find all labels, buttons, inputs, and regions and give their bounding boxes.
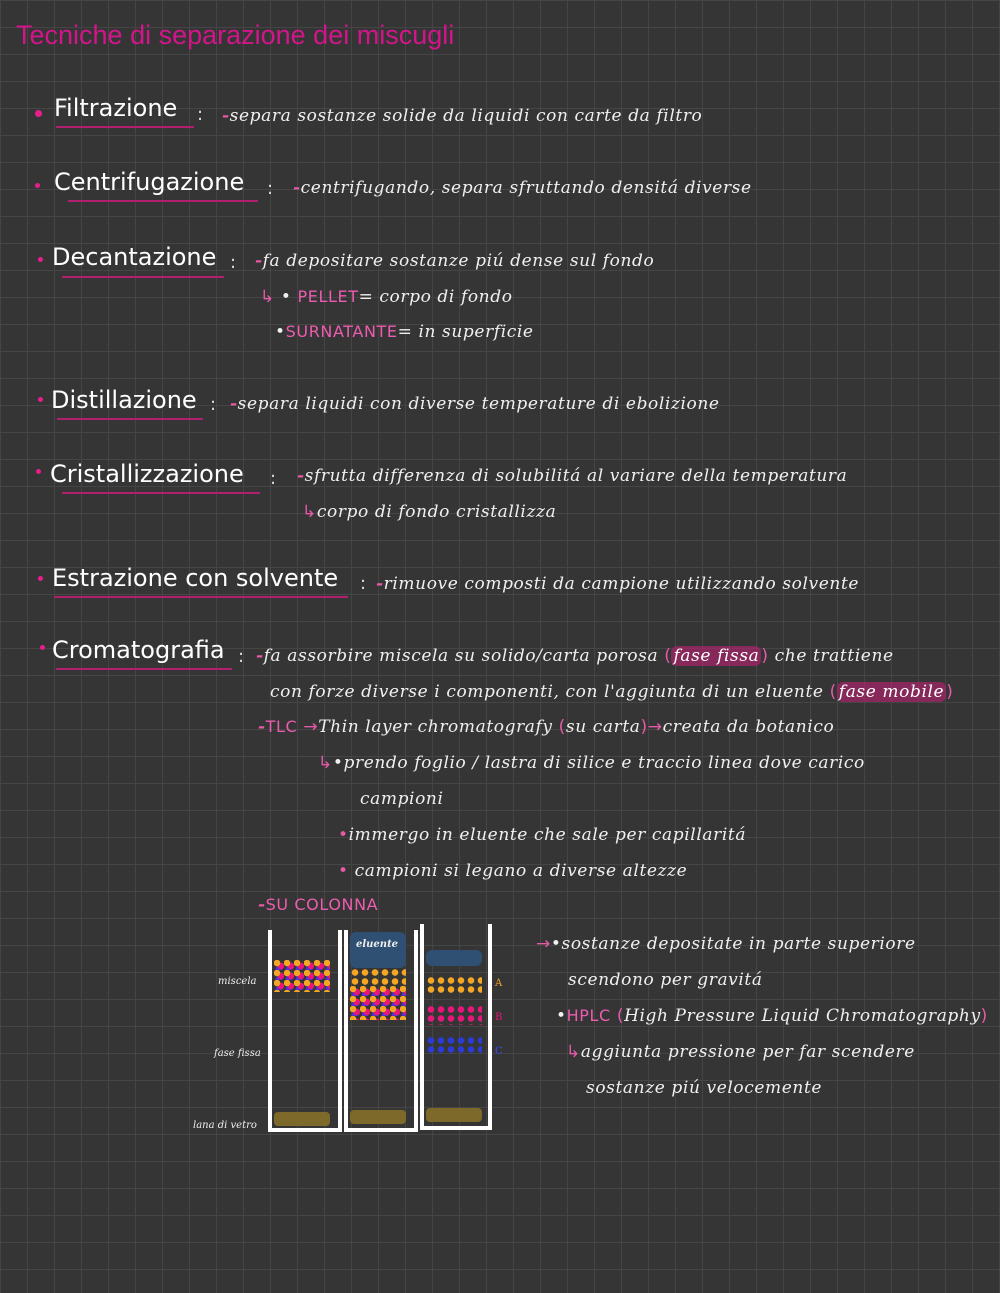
underline: [56, 126, 194, 128]
heading-filtrazione: Filtrazione: [54, 94, 178, 122]
bullet-icon: [38, 257, 43, 262]
label-b: B: [495, 1012, 503, 1023]
heading-estrazione: Estrazione con solvente: [52, 564, 339, 592]
colon: :: [210, 394, 217, 415]
bullet-icon: [35, 183, 40, 188]
eluent-layer: [350, 932, 406, 968]
tlc-step2: •immergo in eluente che sale per capillaritá: [338, 825, 747, 845]
band-c: [426, 1036, 482, 1054]
heading-cromatografia: Cromatografia: [52, 636, 225, 664]
text-distillazione: -separa liquidi con diverse temperature di ebolizione: [230, 394, 720, 414]
heading-decantazione: Decantazione: [52, 243, 217, 271]
heading-centrifugazione: Centrifugazione: [54, 168, 245, 196]
heading-distillazione: Distillazione: [51, 386, 197, 414]
mixture-layer: [274, 960, 330, 992]
tlc-step1b: campioni: [360, 789, 444, 809]
band-a: [426, 976, 482, 994]
colon: :: [270, 468, 277, 489]
col-note1: →•sostanze depositate in parte superiore: [536, 934, 916, 954]
text-cristallizzazione: -sfrutta differenza di solubilitá al variare della temperatura: [297, 466, 848, 486]
underline: [57, 418, 203, 420]
pellet-line: ↳ • PELLET= corpo di fondo: [260, 287, 513, 307]
glass-wool: [426, 1108, 482, 1122]
label-eluente: eluente: [356, 939, 399, 950]
band-b: [426, 1005, 482, 1025]
label-a: A: [495, 978, 503, 989]
eluent-layer: [426, 950, 482, 966]
text-centrifugazione: -centrifugando, separa sfruttando densitá diverse: [293, 178, 752, 198]
glass-wool: [350, 1110, 406, 1124]
colonna-line: -SU COLONNA: [258, 895, 379, 915]
hplc-sub: ↳aggiunta pressione per far scendere: [566, 1042, 915, 1062]
col-note1b: scendono per gravitá: [568, 970, 763, 990]
cromatografia-line2: con forze diverse i componenti, con l'aggiunta di un eluente ( fase mobile ): [270, 682, 954, 702]
tlc-line: -TLC →Thin layer chromatografy (su carta)→creata da botanico: [258, 717, 835, 737]
label-lana: lana di vetro: [193, 1120, 257, 1131]
tlc-step3: • campioni si legano a diverse altezze: [338, 861, 688, 881]
colon: :: [267, 178, 274, 199]
text-estrazione: -rimuove composti da campione utilizzando solvente: [376, 574, 860, 594]
underline: [68, 200, 258, 202]
bullet-icon: [38, 576, 43, 581]
label-fase-fissa: fase fissa: [214, 1048, 261, 1059]
bullet-icon: [36, 469, 41, 474]
bullet-icon: [35, 110, 42, 117]
band-orange: [350, 968, 406, 986]
glass-wool: [274, 1112, 330, 1126]
underline: [54, 596, 348, 598]
hplc-line: •HPLC (High Pressure Liquid Chromatography): [556, 1006, 988, 1026]
cromatografia-line1: -fa assorbire miscela su solido/carta porosa ( fase fissa ) che trattiene: [256, 646, 894, 666]
bullet-icon: [38, 397, 43, 402]
bullet-icon: [40, 645, 45, 650]
page-title: Tecniche di separazione dei miscugli: [16, 20, 455, 50]
colon: :: [238, 646, 245, 667]
text-decantazione: -fa depositare sostanze piú dense sul fondo: [255, 251, 655, 271]
surnatante-line: •SURNATANTE= in superficie: [275, 322, 534, 342]
band-mixed: [350, 986, 406, 1020]
sub-cristallizzazione: ↳corpo di fondo cristallizza: [302, 502, 557, 522]
colon: :: [197, 104, 204, 125]
underline: [56, 668, 232, 670]
text-filtrazione: -separa sostanze solide da liquidi con carte da filtro: [222, 106, 703, 126]
hplc-sub2: sostanze piú velocemente: [586, 1078, 823, 1098]
heading-cristallizzazione: Cristallizzazione: [50, 460, 244, 488]
underline: [62, 276, 224, 278]
label-c: C: [495, 1046, 503, 1057]
underline: [62, 492, 260, 494]
colon: :: [360, 573, 367, 594]
tlc-step1: ↳•prendo foglio / lastra di silice e traccio linea dove carico: [318, 753, 865, 773]
colon: :: [230, 252, 237, 273]
label-miscela: miscela: [218, 976, 257, 987]
